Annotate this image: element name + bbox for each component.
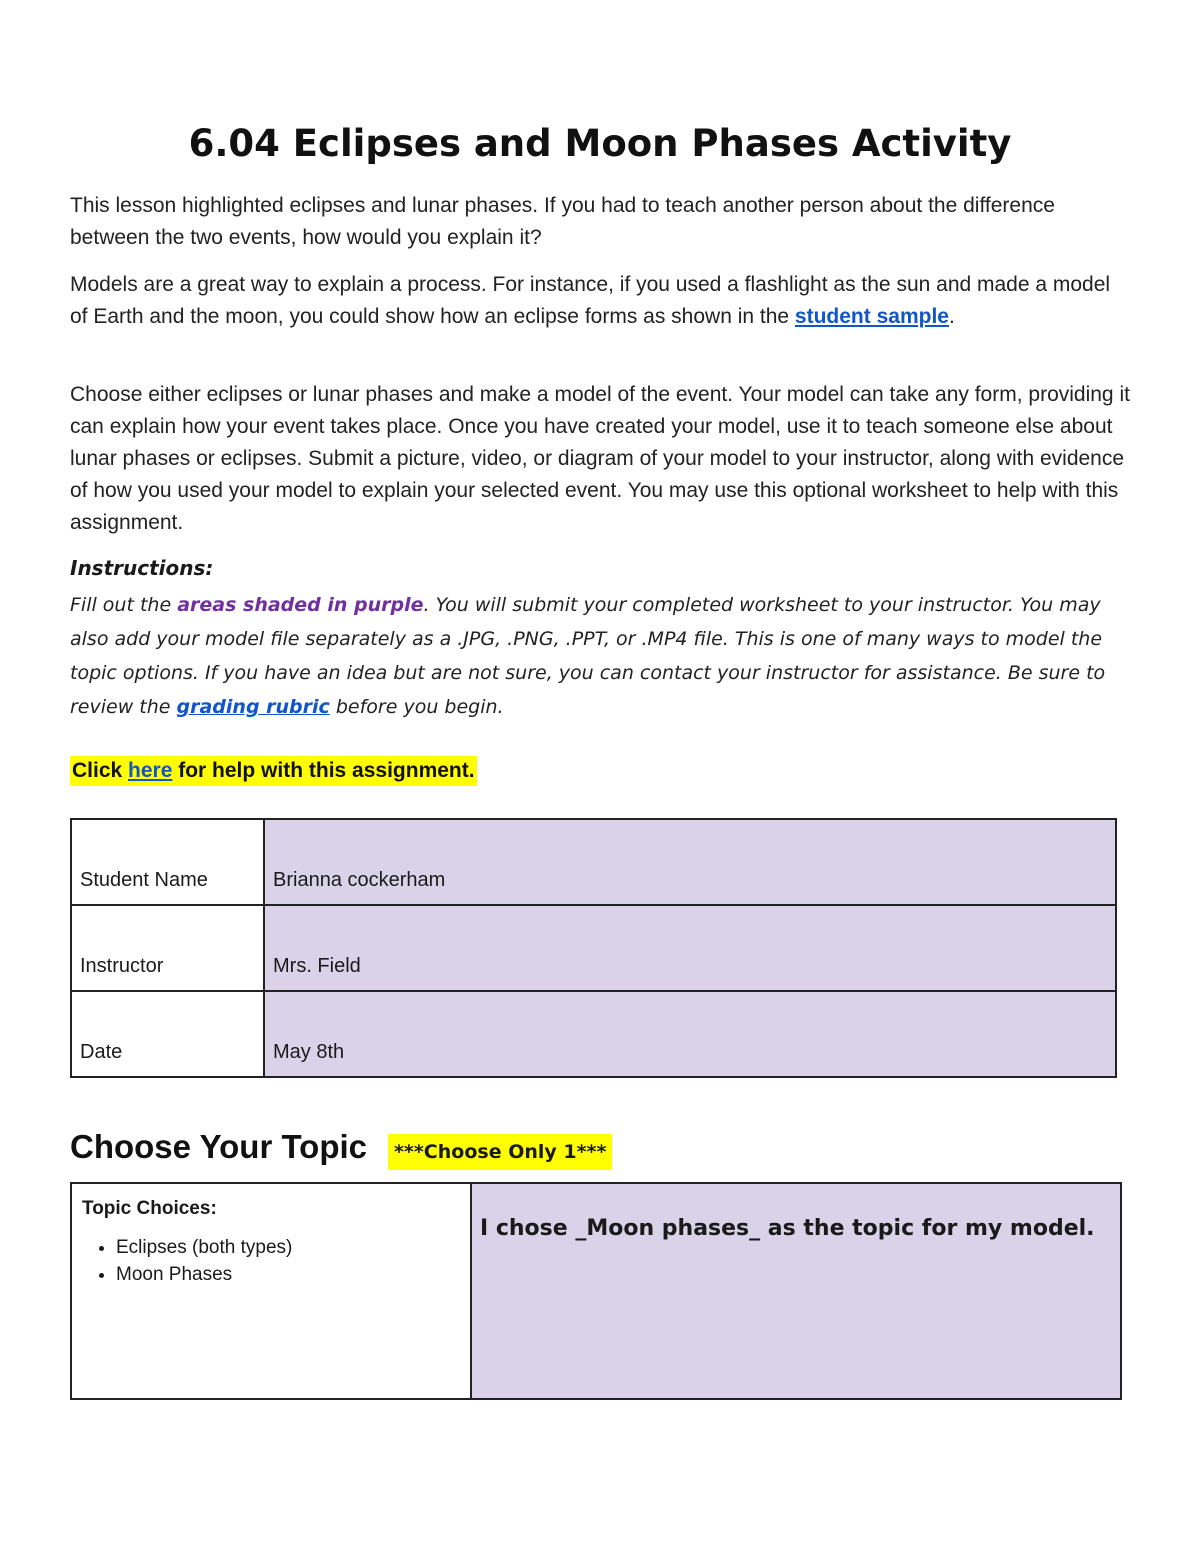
topic-choices-heading: Topic Choices: [82,1198,217,1219]
date-label: Date [71,991,264,1077]
topic-choices-cell [71,1183,471,1399]
help-pre: Click [72,759,129,782]
instructions-text [70,588,1130,724]
help-banner [70,756,477,786]
instructor-label: Instructor [71,905,264,991]
topic-answer-field[interactable]: I chose _Moon phases_ as the topic for my model. [471,1183,1121,1399]
choose-paragraph: Choose either eclipses or lunar phases and make a model of the event. Your model can take any form, providing it can explain how your event takes place. Once you have created your model, use it to teach someone else about lunar phases or eclipses. Submit a picture, video, or diagram of your model to your instructor, along with evidence of how you used your model to explain your selected event. You may use this optional worksheet to help with this assignment. [70,383,1130,534]
help-here-link[interactable]: here [128,759,173,782]
choose-one-badge: ***Choose Only 1*** [388,1134,612,1170]
instr-post: before you begin. [329,696,504,718]
table-row [71,1183,1121,1399]
topic-table [70,1182,1122,1400]
help-post: for help with this assignment. [172,759,475,782]
student-info-table [70,818,1117,1078]
intro-paragraph: This lesson highlighted eclipses and lunar phases. If you had to teach another person about the difference between the two events, how would you explain it? [70,194,1055,249]
student-name-field[interactable]: Brianna cockerham [264,819,1116,905]
instructor-field[interactable]: Mrs. Field [264,905,1116,991]
list-item: • Moon Phases [116,1261,460,1288]
table-row [71,991,1116,1077]
instr-pre: Fill out the [70,594,178,616]
models-end: . [948,305,955,328]
list-item: • Eclipses (both types) [116,1234,460,1261]
student-sample-link[interactable]: student sample [794,305,949,328]
models-paragraph [70,269,1130,333]
purple-areas-text: areas shaded in purple [177,594,424,616]
page-title: 6.04 Eclipses and Moon Phases Activity [188,122,1012,165]
topic-choices-list [82,1234,460,1288]
models-text: Models are a great way to explain a process. For instance, if you used a flashlight as the sun and made a model of Earth and the moon, you could show how an eclipse forms as shown in the [70,273,1111,328]
date-field[interactable]: May 8th [264,991,1116,1077]
student-name-label: Student Name [71,819,264,905]
grading-rubric-link[interactable]: grading rubric [176,696,330,718]
table-row [71,819,1116,905]
instructions-heading: Instructions: [70,556,214,580]
topic-heading: Choose Your Topic [70,1128,368,1165]
table-row [71,905,1116,991]
instr-mid: . You will submit your completed worksheet to your instructor. You may also add your model file separately as a .JPG, .PNG, .PPT, or .MP4 file. This is one of many ways to model the topic options. If you have an idea but are not sure, you can contact your instructor for assistance. Be sure to review the [70,594,1106,718]
